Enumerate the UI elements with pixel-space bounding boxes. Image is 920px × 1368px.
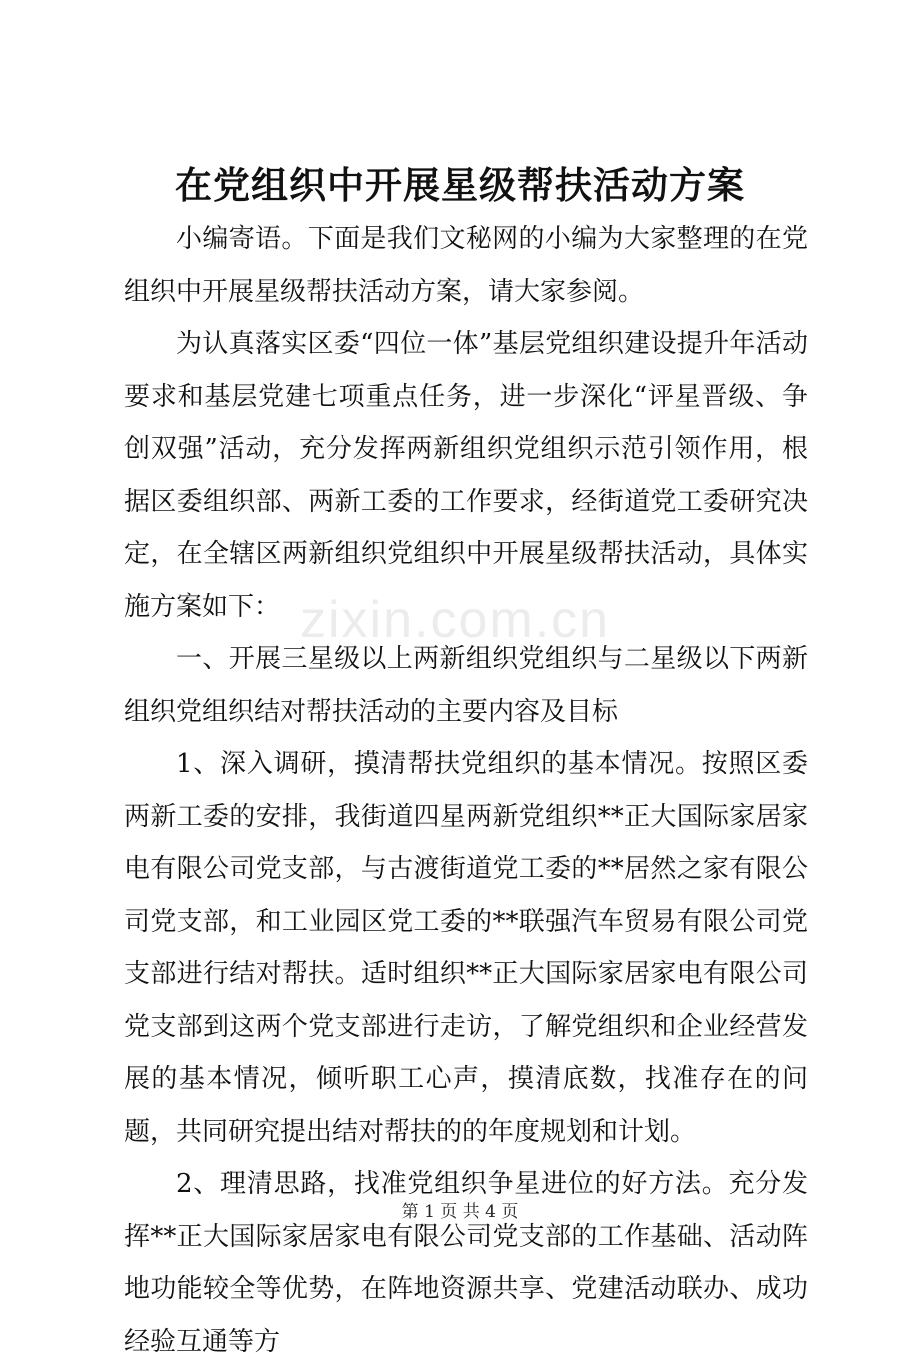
page-footer: 第 1 页 共 4 页 xyxy=(401,1202,519,1222)
paragraph-item-2: 2、理清思路，找准党组织争星进位的好方法。充分发挥**正大国际家居家电有限公司党支部的工作基础、活动阵地功能较全等优势，在阵地资源共享、党建活动联办、成功经验互通等方 xyxy=(124,1169,808,1357)
watermark: zixin.com.cn xyxy=(300,591,611,649)
paragraph-background: 为认真落实区委“四位一体”基层党组织建设提升年活动要求和基层党建七项重点任务，进一步深化“评星晋级、争创双强”活动，充分发挥两新组织党组织示范引领作用，根据区委组织部、两新工委的工作要求，经街道党工委研究决定，在全辖区两新组织党组织中开展星级帮扶活动，具体实施方案如下： xyxy=(124,329,808,622)
document-body xyxy=(124,213,808,1368)
document-title: 在党组织中开展星级帮扶活动方案 xyxy=(175,163,745,207)
paragraph-intro: 小编寄语。下面是我们文秘网的小编为大家整理的在党组织中开展星级帮扶活动方案，请大家参阅。 xyxy=(124,224,808,307)
paragraph-item-1: 1、深入调研，摸清帮扶党组织的基本情况。按照区委两新工委的安排，我街道四星两新党组织**正大国际家居家电有限公司党支部，与古渡街道党工委的**居然之家有限公司党支部，和工业园区党工委的**联强汽车贸易有限公司党支部进行结对帮扶。适时组织**正大国际家居家电有限公司党支部到这两个党支部进行走访，了解党组织和企业经营发展的基本情况，倾听职工心声，摸清底数，找准存在的问题，共同研究提出结对帮扶的的年度规划和计划。 xyxy=(124,749,808,1147)
section-heading-1: 一、开展三星级以上两新组织党组织与二星级以下两新组织党组织结对帮扶活动的主要内容及目标 xyxy=(124,644,808,727)
